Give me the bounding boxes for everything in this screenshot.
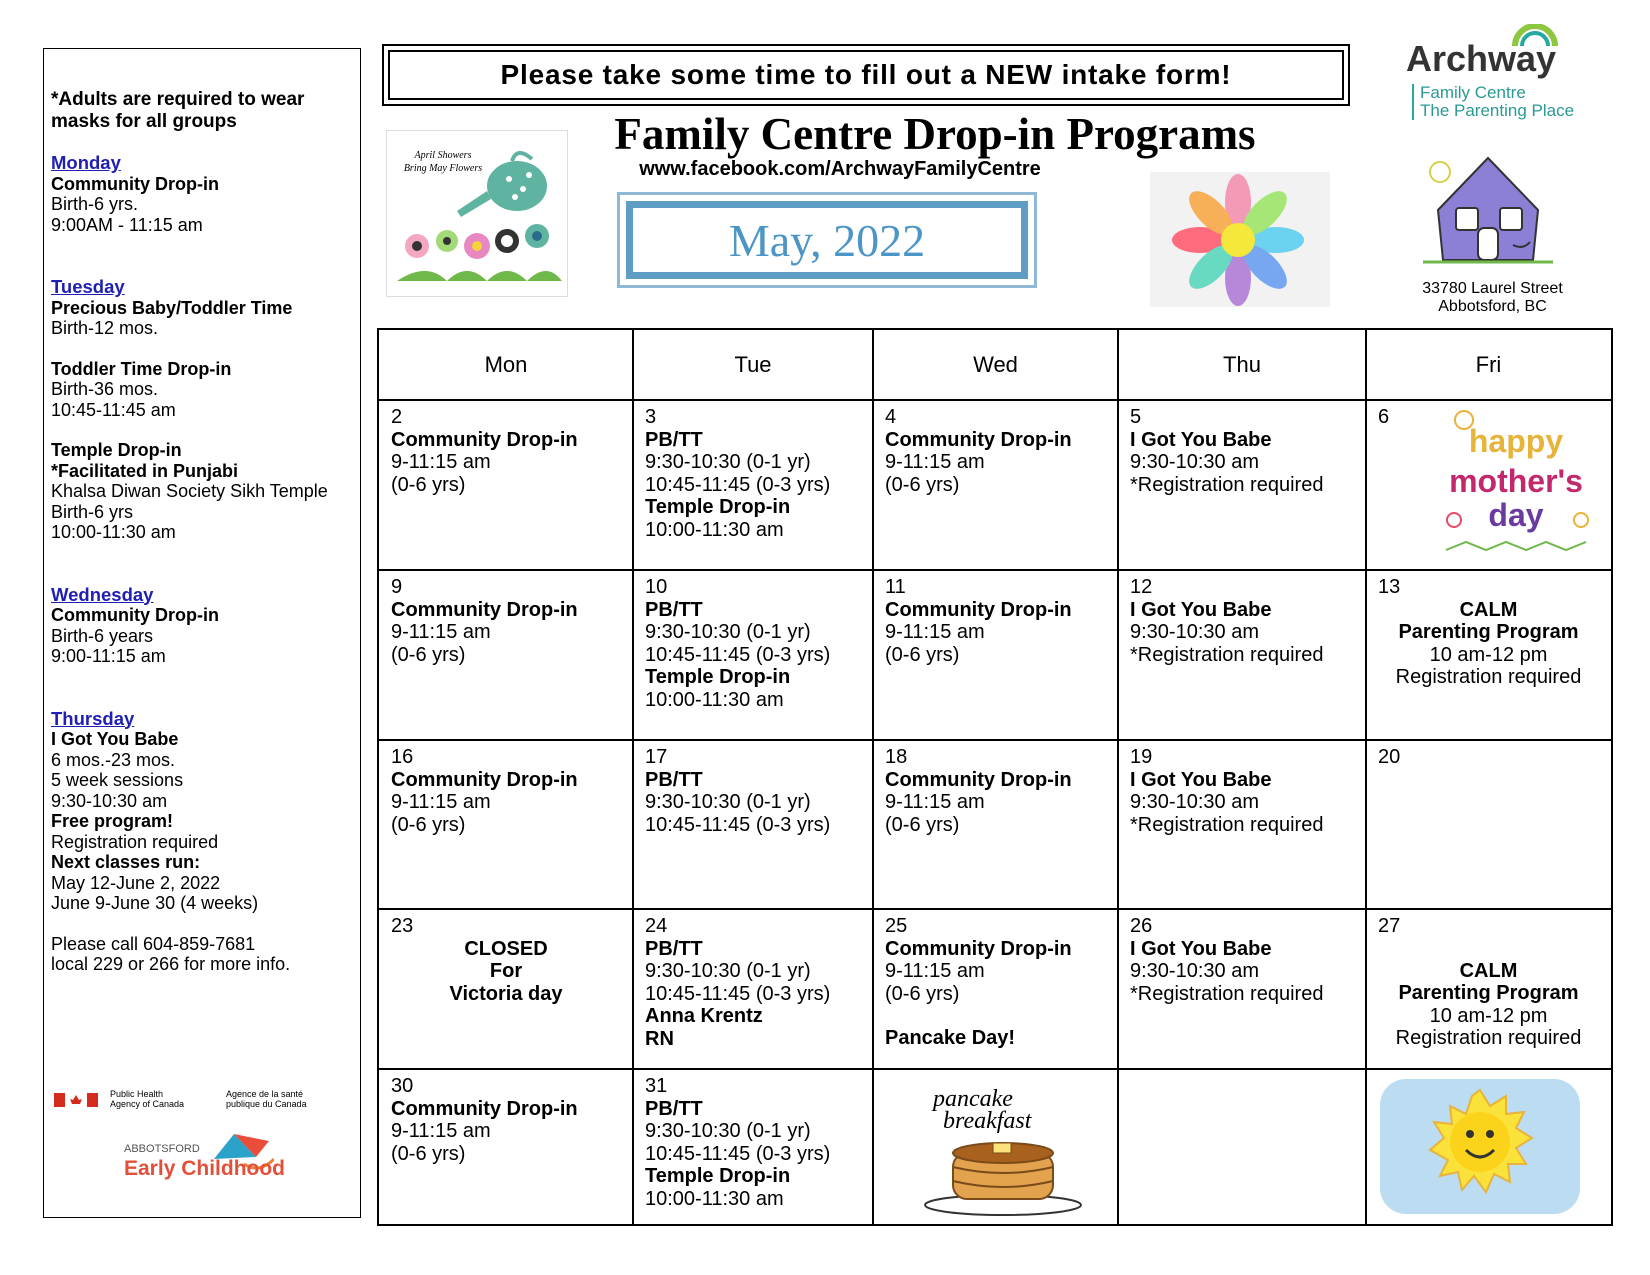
calendar-day-cell — [1366, 909, 1611, 1069]
april-showers-line1: April Showers — [414, 150, 472, 161]
event-title: Temple Drop-in — [645, 666, 791, 688]
event-detail: 9-11:15 am — [391, 451, 491, 473]
calendar-day-cell — [873, 909, 1118, 1069]
event-title: Anna Krentz — [645, 1005, 763, 1027]
weekday-header-tue: Tue — [734, 352, 772, 377]
program-sidebar — [43, 48, 361, 1218]
pancake-breakfast-text: pancake — [933, 1086, 1013, 1112]
thursday-reg: Registration required — [51, 831, 219, 852]
event-title: PB/TT — [645, 1097, 703, 1120]
event-title: Community Drop-in — [391, 1097, 578, 1120]
calendar-day-cell — [633, 909, 873, 1069]
event-title: Community Drop-in — [885, 937, 1072, 960]
day-number: 31 — [645, 1075, 668, 1097]
calendar-day-cell — [379, 909, 633, 1069]
day-number: 2 — [391, 406, 403, 428]
event-detail: 9-11:15 am — [885, 621, 985, 643]
calendar-day-cell — [873, 400, 1118, 570]
house-icon — [1418, 150, 1558, 268]
event-detail: (0-6 yrs) — [885, 643, 960, 666]
event-detail: 9:30-10:30 (0-1 yr) — [645, 1120, 811, 1142]
tuesday-time-3: 10:00-11:30 am — [51, 522, 176, 542]
event-title: PB/TT — [645, 598, 703, 621]
page-title: Family Centre Drop-in Programs — [614, 109, 1256, 159]
calendar-day-cell — [379, 740, 633, 909]
logo-line-1: Family Centre — [1420, 83, 1526, 102]
event-detail: 10:45-11:45 (0-3 yrs) — [645, 1142, 831, 1165]
event-detail: 10:45-11:45 (0-3 yrs) — [645, 982, 831, 1005]
logo-name: Archway — [1406, 38, 1557, 79]
day-number: 27 — [1378, 915, 1401, 937]
event-title: Community Drop-in — [885, 428, 1072, 451]
house-image — [1418, 150, 1558, 268]
intake-form-banner — [382, 44, 1350, 106]
event-title: Pancake Day! — [885, 1027, 1016, 1049]
event-title: CLOSED — [464, 937, 548, 960]
event-title: PB/TT — [645, 937, 703, 960]
event-detail: 10:45-11:45 (0-3 yrs) — [645, 813, 831, 836]
weekday-header-mon: Mon — [484, 352, 528, 377]
monday-program: Community Drop-in — [51, 173, 219, 194]
daisy-flower-image — [1150, 172, 1330, 307]
april-showers-line2: Bring May Flowers — [403, 163, 483, 174]
event-detail: 9:30-10:30 am — [1130, 791, 1259, 813]
mothers-day-text: day — [1488, 497, 1544, 533]
mothers-day-text: happy — [1468, 423, 1564, 459]
monday-age: Birth-6 yrs. — [51, 194, 139, 214]
thursday-run-2: June 9-June 30 (4 weeks) — [51, 893, 259, 913]
facebook-link[interactable]: www.facebook.com/ArchwayFamilyCentre — [639, 158, 1041, 180]
thursday-sessions: 5 week sessions — [51, 770, 184, 790]
day-number: 4 — [885, 406, 897, 428]
event-title: CALM — [1459, 598, 1518, 621]
event-title: RN — [645, 1027, 674, 1050]
april-showers-image — [386, 130, 568, 297]
event-detail: *Registration required — [1130, 643, 1324, 666]
day-number: 23 — [391, 915, 414, 937]
day-number: 24 — [645, 915, 668, 937]
calendar-day-cell — [1118, 400, 1366, 570]
banner-text: Please take some time to fill out a NEW intake form! — [500, 59, 1232, 90]
ec-top-text: ABBOTSFORD — [124, 1143, 200, 1155]
event-detail: 9:30-10:30 (0-1 yr) — [645, 960, 811, 982]
archway-logo — [1400, 28, 1600, 138]
address-line-2: Abbotsford, BC — [1438, 298, 1547, 315]
event-detail: (0-6 yrs) — [391, 1142, 466, 1165]
day-number: 30 — [391, 1075, 414, 1097]
month-box — [617, 192, 1037, 288]
event-detail: Registration required — [1395, 666, 1582, 688]
event-title: CALM — [1459, 959, 1518, 982]
event-detail: (0-6 yrs) — [391, 473, 466, 496]
day-number: 20 — [1378, 746, 1401, 768]
event-detail: (0-6 yrs) — [885, 813, 960, 836]
day-number: 16 — [391, 746, 414, 768]
pancake-breakfast-image — [913, 1087, 1083, 1217]
thursday-free: Free program! — [51, 811, 174, 831]
tuesday-place-3: Khalsa Diwan Society Sikh Temple — [51, 481, 328, 501]
calendar-day-cell — [1118, 909, 1366, 1069]
event-title: I Got You Babe — [1130, 598, 1272, 621]
phac-logo — [54, 1089, 354, 1113]
event-detail — [885, 1005, 1118, 1027]
contact-line-1: Please call 604-859-7681 — [51, 933, 256, 954]
sidebar-day-thursday[interactable]: Thursday — [51, 707, 135, 729]
phac-fr-1: Agence de la santé — [226, 1089, 304, 1099]
logo-line-2: The Parenting Place — [1420, 101, 1575, 120]
event-title: Community Drop-in — [391, 598, 578, 621]
event-detail: 9-11:15 am — [885, 960, 985, 982]
event-detail: 9-11:15 am — [391, 621, 491, 643]
weekday-header-fri: Fri — [1475, 352, 1502, 377]
day-number: 9 — [391, 576, 403, 598]
sidebar-day-tuesday[interactable]: Tuesday — [51, 276, 125, 297]
event-detail: *Registration required — [1130, 982, 1324, 1005]
wednesday-program: Community Drop-in — [51, 605, 219, 625]
calendar-day-cell — [379, 570, 633, 740]
thursday-age: 6 mos.-23 mos. — [51, 749, 176, 770]
event-title: Parenting Program — [1398, 982, 1579, 1004]
event-detail: (0-6 yrs) — [391, 643, 466, 666]
phac-en-1: Public Health — [110, 1089, 164, 1099]
event-detail: 9:30-10:30 (0-1 yr) — [645, 621, 811, 643]
event-title: Community Drop-in — [885, 598, 1072, 621]
day-number: 3 — [645, 406, 657, 428]
mothers-day-text: mother's — [1449, 463, 1583, 499]
event-title: I Got You Babe — [1130, 428, 1272, 451]
calendar-day-cell — [873, 570, 1118, 740]
calendar-day-cell — [873, 740, 1118, 909]
day-number: 11 — [885, 576, 906, 598]
event-detail: Registration required — [1395, 1027, 1582, 1049]
sidebar-day-wednesday[interactable]: Wednesday — [51, 583, 154, 605]
calendar-day-cell — [1366, 740, 1611, 909]
sidebar-content — [51, 89, 351, 975]
event-title: Community Drop-in — [391, 428, 578, 451]
event-title: Victoria day — [449, 982, 563, 1005]
mothers-day-image — [1436, 402, 1596, 562]
contact-line-2: local 229 or 266 for more info. — [51, 954, 291, 974]
tuesday-time-2: 10:45-11:45 am — [51, 399, 176, 420]
event-title: Community Drop-in — [885, 768, 1072, 791]
pancake-breakfast-text: breakfast — [943, 1108, 1032, 1134]
tuesday-age-3: Birth-6 yrs — [51, 501, 134, 522]
day-number: 13 — [1378, 576, 1401, 598]
monday-time: 9:00AM - 11:15 am — [51, 214, 203, 235]
calendar-grid — [377, 328, 1613, 1226]
event-detail: *Registration required — [1130, 473, 1324, 496]
weekday-header-thu: Thu — [1223, 352, 1261, 377]
day-number: 18 — [885, 746, 908, 768]
calendar-day-cell — [1118, 1069, 1366, 1224]
event-detail: 9:30-10:30 (0-1 yr) — [645, 791, 811, 813]
mask-notice: *Adults are required to wear masks for all groups — [51, 89, 305, 132]
weekday-header-wed: Wed — [973, 352, 1018, 377]
event-detail: 9:30-10:30 am — [1130, 451, 1259, 473]
event-detail: 9-11:15 am — [885, 791, 985, 813]
event-detail: 10 am-12 pm — [1429, 643, 1548, 666]
event-detail: 9:30-10:30 (0-1 yr) — [645, 451, 811, 473]
event-title: Temple Drop-in — [645, 1165, 791, 1187]
event-detail: 9-11:15 am — [391, 791, 491, 813]
tuesday-program-1: Precious Baby/Toddler Time — [51, 297, 293, 318]
event-detail: (0-6 yrs) — [885, 982, 960, 1005]
day-number: 19 — [1130, 746, 1153, 768]
early-childhood-logo — [124, 1129, 284, 1193]
tuesday-program-2: Toddler Time Drop-in — [51, 358, 232, 379]
month-label: May, 2022 — [728, 214, 926, 266]
event-detail — [1378, 938, 1611, 960]
calendar-day-cell — [633, 570, 873, 740]
phac-en-2: Agency of Canada — [110, 1099, 185, 1109]
wednesday-time: 9:00-11:15 am — [51, 646, 166, 666]
day-number: 10 — [645, 576, 668, 598]
thursday-next: Next classes run: — [51, 852, 201, 872]
event-detail: *Registration required — [1130, 813, 1324, 836]
event-detail: 10:00-11:30 am — [645, 1187, 784, 1210]
day-number: 5 — [1130, 406, 1142, 428]
calendar-day-cell — [633, 740, 873, 909]
calendar-day-cell — [873, 1069, 1118, 1224]
event-title: Community Drop-in — [391, 768, 578, 791]
event-detail: 10 am-12 pm — [1429, 1004, 1548, 1027]
event-detail: (0-6 yrs) — [391, 813, 466, 836]
event-detail: (0-6 yrs) — [885, 473, 960, 496]
calendar-day-cell — [633, 1069, 873, 1224]
thursday-program: I Got You Babe — [51, 729, 179, 749]
address-line-1: 33780 Laurel Street — [1422, 280, 1563, 297]
calendar-day-cell — [1366, 570, 1611, 740]
calendar-day-cell — [1366, 1069, 1611, 1224]
event-detail: 9:30-10:30 am — [1130, 621, 1259, 643]
day-number: 12 — [1130, 576, 1153, 598]
event-detail: 9:30-10:30 am — [1130, 960, 1259, 982]
event-title: I Got You Babe — [1130, 768, 1272, 791]
address — [1400, 280, 1585, 316]
event-detail: 10:45-11:45 (0-3 yrs) — [645, 643, 831, 666]
event-detail: 9-11:15 am — [391, 1120, 491, 1142]
event-title: For — [489, 960, 523, 982]
calendar-day-cell — [1118, 740, 1366, 909]
tuesday-age-1: Birth-12 mos. — [51, 318, 159, 338]
ec-bottom-text: Early Childhood — [124, 1157, 286, 1180]
calendar-day-cell — [379, 400, 633, 570]
day-number: 26 — [1130, 915, 1153, 937]
wednesday-age: Birth-6 years — [51, 625, 154, 646]
thursday-time: 9:30-10:30 am — [51, 790, 168, 811]
calendar-day-cell — [1366, 400, 1611, 570]
sun-icon — [1380, 1079, 1580, 1214]
day-number: 25 — [885, 915, 908, 937]
event-detail: 9-11:15 am — [885, 451, 985, 473]
phac-fr-2: publique du Canada — [226, 1099, 307, 1109]
calendar-day-cell — [379, 1069, 633, 1224]
thursday-run-1: May 12-June 2, 2022 — [51, 872, 221, 893]
sidebar-day-monday[interactable]: Monday — [51, 152, 121, 173]
watering-can-icon — [387, 131, 567, 296]
event-title: PB/TT — [645, 768, 703, 791]
tuesday-age-2: Birth-36 mos. — [51, 379, 159, 399]
smiling-sun-image — [1380, 1079, 1580, 1214]
event-title: PB/TT — [645, 428, 703, 451]
event-detail: 10:00-11:30 am — [645, 688, 784, 711]
event-title: Temple Drop-in — [645, 496, 791, 518]
canada-flag-icon — [54, 1093, 98, 1107]
event-detail: 10:00-11:30 am — [645, 518, 784, 541]
flower-icon — [1150, 172, 1330, 307]
day-number: 6 — [1378, 406, 1390, 428]
calendar-day-cell — [633, 400, 873, 570]
tuesday-note-3: *Facilitated in Punjabi — [51, 460, 239, 481]
tuesday-program-3: Temple Drop-in — [51, 440, 182, 460]
event-title: Parenting Program — [1398, 621, 1579, 643]
event-detail: 10:45-11:45 (0-3 yrs) — [645, 473, 831, 496]
calendar-day-cell — [1118, 570, 1366, 740]
day-number: 17 — [645, 746, 668, 768]
event-title: I Got You Babe — [1130, 937, 1272, 960]
